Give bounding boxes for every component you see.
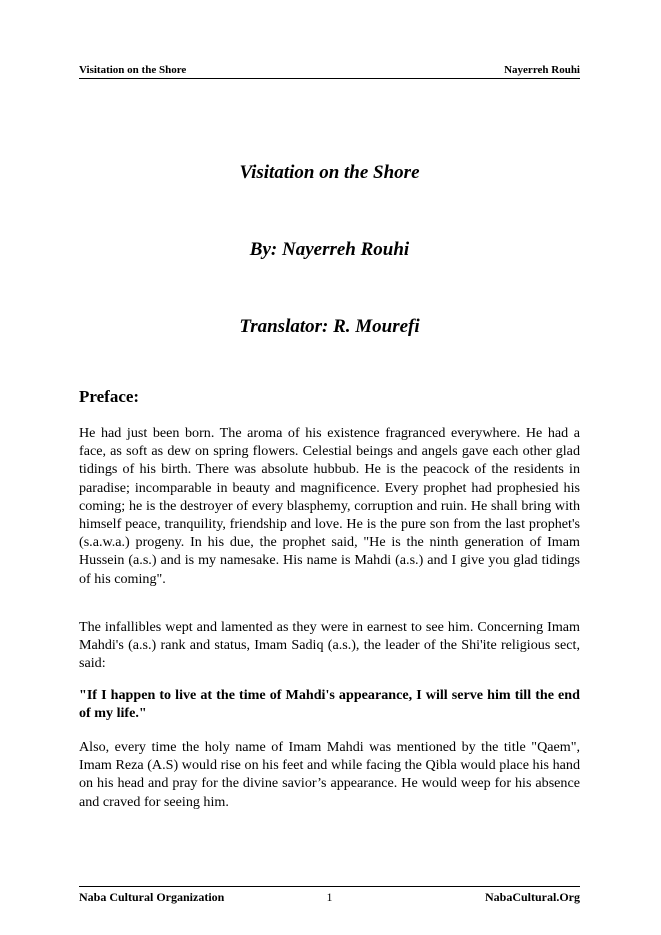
- header-author: Nayerreh Rouhi: [504, 64, 580, 76]
- document-title: Visitation on the Shore: [239, 162, 420, 183]
- running-footer: [79, 886, 580, 905]
- footer-website: NabaCultural.Org: [484, 890, 580, 904]
- paragraph-4: Also, every time the holy name of Imam Mahdi was mentioned by the title "Qaem", Imam Reza (A.S) would rise on his feet and while facing the Qibla would place his hand on his head and pray for the divine savior’s appearance. He would weep for his absence and craved for seeing him.: [79, 739, 580, 810]
- paragraph-1: He had just been born. The aroma of his existence fragranced everywhere. He had a face, as soft as dew on spring flowers. Celestial beings and angels gave each other glad tidings of his birth. There was absolute hubbub. He is the peacock of the residents in paradise; incomparable in beauty and magnificence. Every prophet had prophesied his coming; he is the destroyer of every blasphemy, corruption and ruin. He shall bring with himself peace, tranquility, friendship and love. He is the pure son from the last prophet's (s.a.w.a.) progeny. In his due, the prophet said, "He is the ninth generation of Imam Hussein (a.s.) and is my namesake. His name is Mahdi (a.s.) and I give you glad tidings of his coming".: [79, 425, 580, 587]
- author-line: By: Nayerreh Rouhi: [249, 239, 410, 260]
- translator-line: Translator: R. Mourefi: [239, 316, 420, 337]
- preface-heading: Preface:: [79, 387, 140, 406]
- header-title: Visitation on the Shore: [79, 64, 187, 76]
- paragraph-2: The infallibles wept and lamented as they were in earnest to see him. Concerning Imam Mahdi's (a.s.) rank and status, Imam Sadiq (a.s.), the leader of the Shi'ite religious sect, said:: [79, 619, 580, 672]
- footer-organization: Naba Cultural Organization: [79, 890, 225, 904]
- quote-paragraph: "If I happen to live at the time of Mahdi's appearance, I will serve him till the end of my life.": [79, 687, 580, 722]
- running-header: [79, 63, 580, 79]
- page-number: 1: [326, 890, 333, 904]
